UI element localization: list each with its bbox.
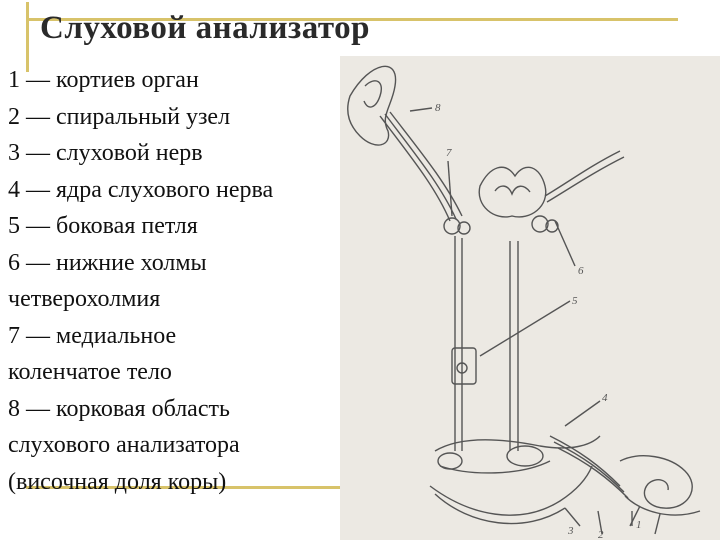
radiation-path bbox=[380, 116, 450, 221]
auditory-pathway-figure bbox=[340, 56, 720, 540]
geniculate-left bbox=[444, 218, 460, 234]
label-1: 1 bbox=[636, 519, 642, 531]
label-5: 5 bbox=[572, 295, 578, 307]
auditory-pathway-drawing bbox=[340, 56, 720, 540]
label-7: 7 bbox=[446, 147, 452, 159]
legend-line-3: 3 — слуховой нерв bbox=[8, 140, 203, 166]
legend-line-1: 1 — кортиев орган bbox=[8, 67, 199, 93]
label-2: 2 bbox=[598, 529, 604, 540]
legend-line-6: 6 — нижние холмы bbox=[8, 249, 207, 276]
legend-line-5: 5 — боковая петля bbox=[8, 213, 198, 239]
label-8: 8 bbox=[435, 102, 441, 114]
legend-line-7-cont: коленчатое тело bbox=[8, 359, 172, 385]
legend-line-8: 8 — корковая область bbox=[8, 395, 230, 422]
label-3: 3 bbox=[568, 525, 574, 537]
legend-line-7: 7 — медиальное bbox=[8, 322, 177, 349]
label-6: 6 bbox=[578, 265, 584, 277]
legend bbox=[8, 62, 353, 500]
legend-line-6-cont: четверохолмия bbox=[8, 286, 161, 312]
slide-title: Слуховой анализатор bbox=[40, 10, 370, 46]
label-4: 4 bbox=[602, 392, 608, 404]
legend-line-4: 4 — ядра слухового нерва bbox=[8, 176, 274, 203]
legend-line-8-cont: слухового анализатора bbox=[8, 432, 240, 458]
legend-line-2: 2 — спиральный узел bbox=[8, 103, 231, 130]
geniculate-right bbox=[532, 216, 548, 232]
cortex-outline bbox=[348, 66, 396, 145]
legend-line-8-cont2: (височная доля коры) bbox=[8, 468, 227, 495]
